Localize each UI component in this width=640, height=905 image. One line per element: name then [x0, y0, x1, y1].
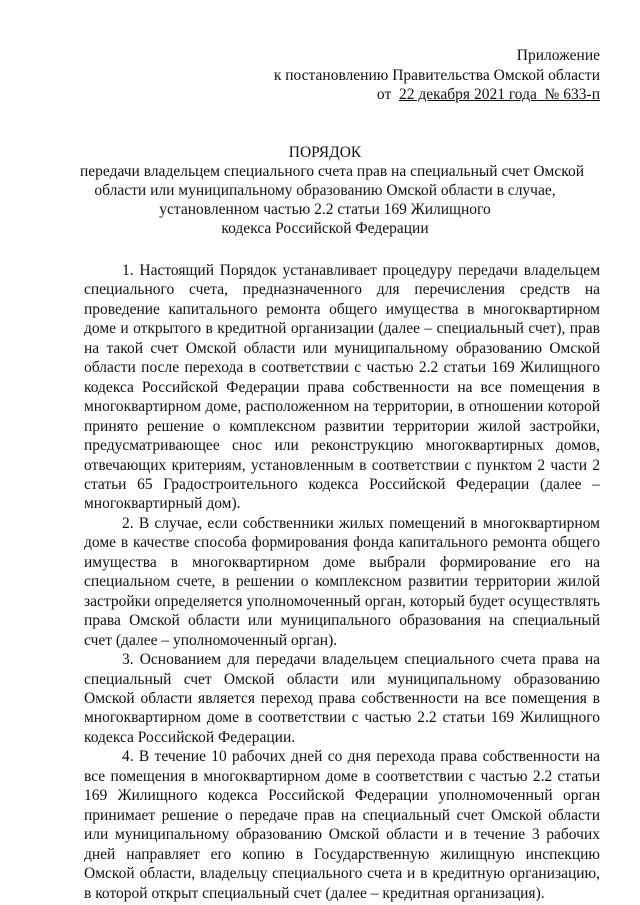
- title-heading: ПОРЯДОК: [288, 144, 362, 161]
- title-line-4: кодекса Российской Федерации: [221, 220, 429, 237]
- resolution-date-line: [274, 85, 600, 105]
- paragraph-3: 3. Основанием для передачи владельцем специального счета права на специальный счет Омской области или муниципальному образованию Омской области является переход права собственности на все помещения в многоквартирном доме в соответствии с частью 2.2 статьи 169 Жилищного кодекса Российской Федерации.: [84, 651, 600, 746]
- resolution-reference: к постановлению Правительства Омской области: [273, 66, 600, 84]
- paragraph-1: 1. Настоящий Порядок устанавливает процедуру передачи владельцем специального счета, предназначенного для перечисления средств на проведение капитального ремонта общего имущества в многоквартирном доме и открытого в кредитной организации (далее – специальный счет), прав на такой счет Омской области или муниципальному образованию Омской области после перехода в соответствии с частью 2.2 статьи 169 Жилищного кодекса Российской Федерации права собственности на все помещения в многоквартирном доме, расположенном на территории, в отношении которой принято решение о комплексном развитии территории жилой застройки, предусматривающее снос или реконструкцию многоквартирных домов, отвечающих критериям, установленным в соответствии с пунктом 2 части 2 статьи 65 Градостроительного кодекса Российской Федерации (далее – многоквартирный дом).: [84, 262, 600, 513]
- appendix-header: [274, 46, 600, 105]
- title-line-2: области или муниципальному образованию Омской области в случае,: [94, 182, 556, 199]
- title-line-1: передачи владельцем специального счета прав на специальный счет Омской: [80, 163, 585, 180]
- resolution-number: 633-п: [563, 86, 600, 103]
- title-line-3: установленном частью 2.2 статьи 169 Жилищного: [159, 201, 491, 218]
- paragraph-2: 2. В случае, если собственники жилых помещений в многоквартирном доме в качестве способа формирования фонда капитального ремонта общего имущества в многоквартирном доме выбрали формирование его на специальном счете, в решении о комплексном развитии территории жилой застройки определяется уполномоченный орган, который будет осуществлять права Омской области или муниципального образования на специальный счет (далее – уполномоченный орган).: [84, 514, 600, 649]
- document-body: [84, 261, 600, 903]
- date-prefix: от: [376, 86, 392, 103]
- document-title: [80, 143, 585, 238]
- appendix-label: Приложение: [516, 47, 600, 64]
- resolution-date: 22 декабря 2021 года: [398, 86, 537, 103]
- number-prefix: №: [544, 86, 560, 103]
- paragraph-4: 4. В течение 10 рабочих дней со дня перехода права собственности на все помещения в многоквартирном доме в соответствии с частью 2.2 статьи 169 Жилищного кодекса Российской Федерации уполномоченный орган принимает решение о передаче прав на специальный счет Омской области или муниципальному образованию Омской области и в течение 3 рабочих дней направляет его копию в Государственную жилищную инспекцию Омской области, владельцу специального счета и в кредитную организацию, в которой открыт специальный счет (далее – кредитная организация).: [84, 748, 600, 902]
